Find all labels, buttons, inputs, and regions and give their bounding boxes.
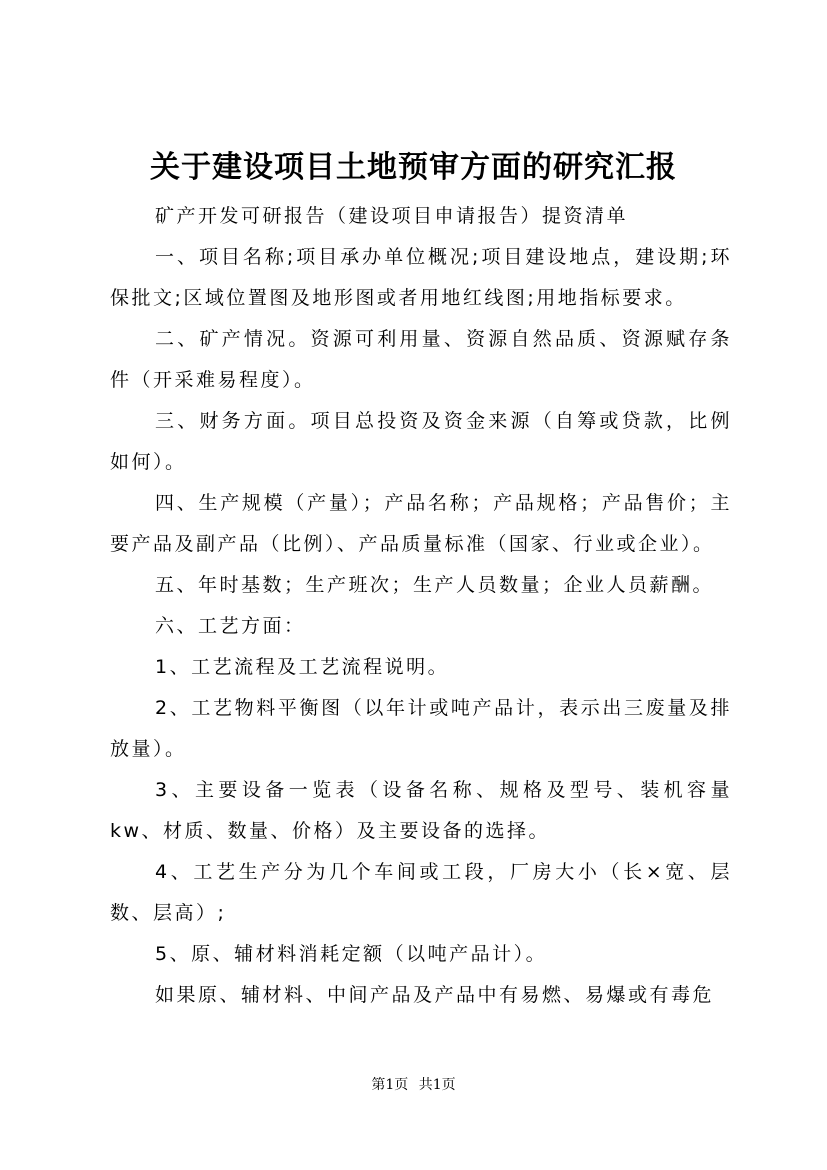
paragraph: 四、生产规模（产量）；产品名称；产品规格；产品售价；主要产品及副产品（比例）、产品质量标准（国家、行业或企业）。 <box>110 492 732 555</box>
document-body <box>110 196 732 1016</box>
paragraph: 二、矿产情况。资源可利用量、资源自然品质、资源赋存条件（开采难易程度）。 <box>110 328 732 391</box>
page-number: 第1页 <box>371 1077 409 1093</box>
paragraph: 三、财务方面。项目总投资及资金来源（自筹或贷款，比例如何）。 <box>110 410 732 473</box>
page-total: 共1页 <box>418 1077 456 1093</box>
document-title: 关于建设项目土地预审方面的研究汇报 <box>150 150 677 185</box>
paragraph: 如果原、辅材料、中间产品及产品中有易燃、易爆或有毒危 <box>155 984 715 1006</box>
page-footer <box>0 1075 827 1095</box>
paragraph: 2、工艺物料平衡图（以年计或吨产品计，表示出三废量及排放量）。 <box>110 697 732 760</box>
paragraph: 5、原、辅材料消耗定额（以吨产品计）。 <box>155 943 548 965</box>
paragraph: 1、工艺流程及工艺流程说明。 <box>155 656 450 678</box>
paragraph: 一、项目名称;项目承办单位概况;项目建设地点，建设期;环保批文;区域位置图及地形图或者用地红线图;用地指标要求。 <box>110 246 732 309</box>
paragraph: 矿产开发可研报告（建设项目申请报告）提资清单 <box>155 205 629 227</box>
paragraph: 六、工艺方面： <box>155 615 306 637</box>
paragraph: 3、主要设备一览表（设备名称、规格及型号、装机容量kw、材质、数量、价格）及主要设备的选择。 <box>110 779 732 842</box>
paragraph: 五、年时基数；生产班次；生产人员数量；企业人员薪酬。 <box>155 574 715 596</box>
paragraph: 4、工艺生产分为几个车间或工段，厂房大小（长×宽、层数、层高）; <box>110 861 732 924</box>
